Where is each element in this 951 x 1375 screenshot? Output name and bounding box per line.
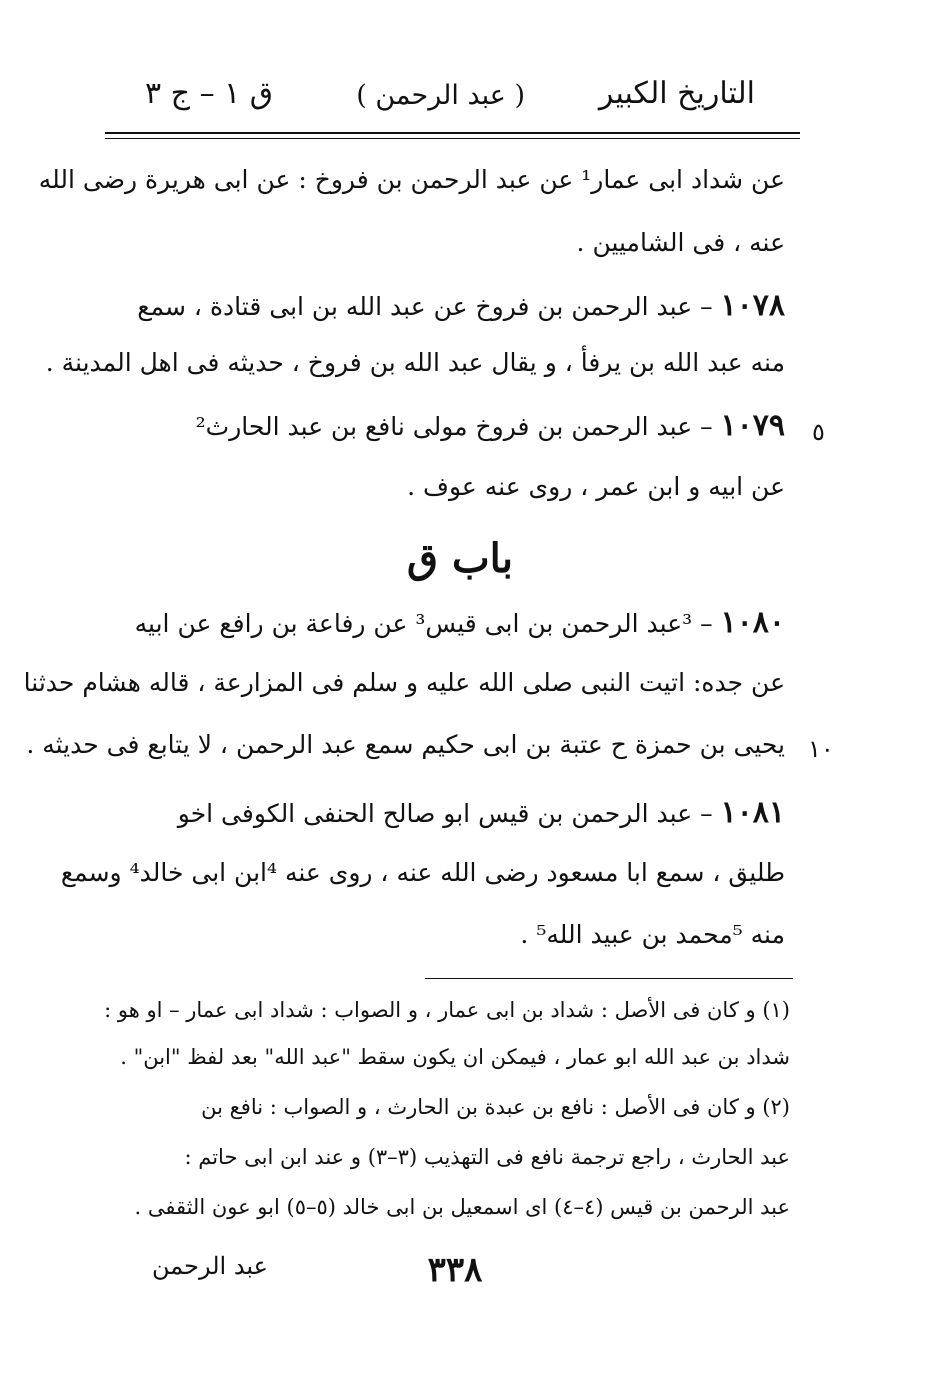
footnote-line-2: شداد بن عبد الله ابو عمار ، فيمكن ان يكون سقط "عبد الله" بعد لفظ "ابن" . xyxy=(120,1045,790,1069)
entry-text: – عبد الرحمن بن قيس ابو صالح الحنفى الكوفى اخو xyxy=(177,799,721,828)
header-rule-thick xyxy=(105,132,800,134)
entry-1081-line-1 xyxy=(120,795,785,830)
entry-number: ١٠٨١ xyxy=(720,795,785,830)
volume-reference: ق ١ – ج ٣ xyxy=(145,76,274,111)
entry-1078-line-2: منه عبد الله بن يرفأ ، و يقال عبد الله بن فروخ ، حديثه فى اهل المدينة . xyxy=(45,348,785,377)
entry-text: – عبد الرحمن بن فروخ مولى نافع بن عبد الحارث² xyxy=(195,412,721,441)
entry-number: ١٠٧٨ xyxy=(720,288,785,323)
header-rule-thin xyxy=(105,138,800,139)
entry-1081-line-3: منه ⁵محمد بن عبيد الله⁵ . xyxy=(520,920,785,949)
catchword: عبد الرحمن xyxy=(152,1252,268,1280)
entry-number: ١٠٧٩ xyxy=(720,408,785,443)
book-title: التاريخ الكبير xyxy=(598,76,755,111)
entry-1081-line-2: طليق ، سمع ابا مسعود رضى الله عنه ، روى عنه ⁴ابن ابى خالد⁴ وسمع xyxy=(60,858,785,887)
entry-text: – ³عبد الرحمن بن ابى قيس³ عن رفاعة بن رافع عن ابيه xyxy=(134,609,721,638)
footnote-line-3: (٢) و كان فى الأصل : نافع بن عبدة بن الحارث ، و الصواب : نافع بن xyxy=(201,1095,790,1119)
entry-number: ١٠٨٠ xyxy=(720,605,785,640)
margin-line-number-5: ٥ xyxy=(812,418,825,446)
footnote-line-5: عبد الرحمن بن قيس (٤–٤) اى اسمعيل بن ابى خالد (٥–٥) ابو عون الثقفى . xyxy=(134,1195,790,1219)
margin-line-number-10: ١٠ xyxy=(808,735,834,763)
body-line-2: عنه ، فى الشاميين . xyxy=(576,228,785,257)
page-number: ٣٣٨ xyxy=(427,1250,483,1290)
entry-1080-line-2: عن جده: اتيت النبى صلى الله عليه و سلم فى المزارعة ، قاله هشام حدثنا xyxy=(23,668,785,697)
entry-text: – عبد الرحمن بن فروخ عن عبد الله بن ابى قتادة ، سمع xyxy=(137,292,721,321)
section-name: ( عبد الرحمن ) xyxy=(356,80,525,111)
entry-1079-line-1 xyxy=(120,408,785,443)
body-line-1: عن شداد ابى عمار¹ عن عبد الرحمن بن فروخ : عن ابى هريرة رضى الله xyxy=(38,165,785,194)
running-header xyxy=(105,72,800,122)
entry-1080-line-3: يحيى بن حمزة ح عتبة بن ابى حكيم سمع عبد الرحمن ، لا يتابع فى حديثه . xyxy=(26,730,785,759)
footnote-separator xyxy=(425,978,793,979)
entry-1079-line-2: عن ابيه و ابن عمر ، روى عنه عوف . xyxy=(407,472,785,501)
entry-1078-line-1 xyxy=(120,288,785,323)
entry-1080-line-1 xyxy=(120,605,785,640)
footnote-line-1: (١) و كان فى الأصل : شداد بن ابى عمار ، و الصواب : شداد ابى عمار – او هو : xyxy=(104,998,790,1022)
footnote-line-4: عبد الحارث ، راجع ترجمة نافع فى التهذيب (٣–٣) و عند ابن ابى حاتم : xyxy=(184,1145,790,1169)
section-heading: باب ق xyxy=(407,535,513,582)
